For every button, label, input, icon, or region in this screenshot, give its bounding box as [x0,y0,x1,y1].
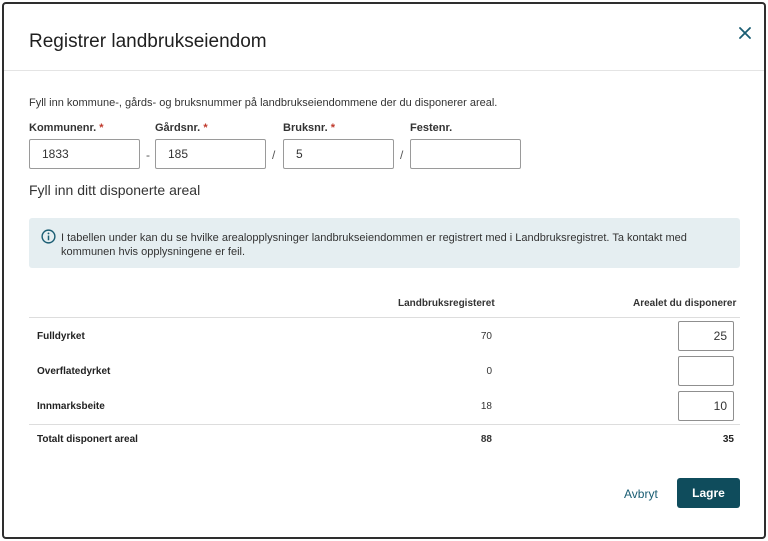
row-label-total: Totalt disponert areal [37,434,138,445]
disposed-input-fulldyrket[interactable] [678,321,734,351]
registry-value-innmarksbeite: 18 [480,401,492,412]
register-property-dialog [2,2,766,539]
cancel-button[interactable]: Avbryt [624,487,658,501]
gardsnr-label-text: Gårdsnr. [155,122,201,134]
table-header-divider [29,317,740,318]
info-box [29,218,740,268]
disposed-input-overflatedyrket[interactable] [678,356,734,386]
dialog-title: Registrer landbrukseiendom [29,31,267,52]
required-marker: * [203,122,208,134]
registry-value-overflatedyrket: 0 [486,366,492,377]
table-total-divider [29,424,740,425]
festenr-label [410,122,452,134]
column-header-registry: Landbruksregisteret [398,298,495,309]
gardsnr-label [155,122,208,134]
area-heading: Fyll inn ditt disponerte areal [29,182,201,198]
bruksnr-input[interactable] [283,139,394,169]
kommunenr-label [29,122,104,134]
intro-text: Fyll inn kommune-, gårds- og bruksnummer på landbrukseiendommene der du disponerer areal. [29,97,498,109]
kommunenr-input[interactable] [29,139,140,169]
row-label-overflatedyrket: Overflatedyrket [37,366,111,377]
save-button[interactable]: Lagre [677,478,740,508]
kommunenr-label-text: Kommunenr. [29,122,97,134]
festenr-input[interactable] [410,139,521,169]
info-icon [41,229,56,244]
bruksnr-label-text: Bruksnr. [283,122,328,134]
row-label-fulldyrket: Fulldyrket [37,331,85,342]
required-marker: * [99,122,104,134]
dash-separator: - [146,148,150,162]
slash-separator: / [400,148,404,162]
registry-value-fulldyrket: 70 [480,331,492,342]
gardsnr-input[interactable] [155,139,266,169]
slash-separator: / [272,148,276,162]
required-marker: * [330,122,335,134]
close-icon[interactable] [734,22,756,44]
header-divider [4,70,764,71]
disposed-total: 35 [722,434,734,445]
registry-total: 88 [480,434,492,445]
info-text: I tabellen under kan du se hvilke arealopplysninger landbrukseiendommen er registrert med i Landbruksregistret. Ta kontakt med kommunen hvis opplysningene er feil. [61,232,687,258]
disposed-input-innmarksbeite[interactable] [678,391,734,421]
festenr-label-text: Festenr. [410,122,453,134]
bruksnr-label [283,122,335,134]
row-label-innmarksbeite: Innmarksbeite [37,401,105,412]
column-header-disposed: Arealet du disponerer [633,298,737,309]
